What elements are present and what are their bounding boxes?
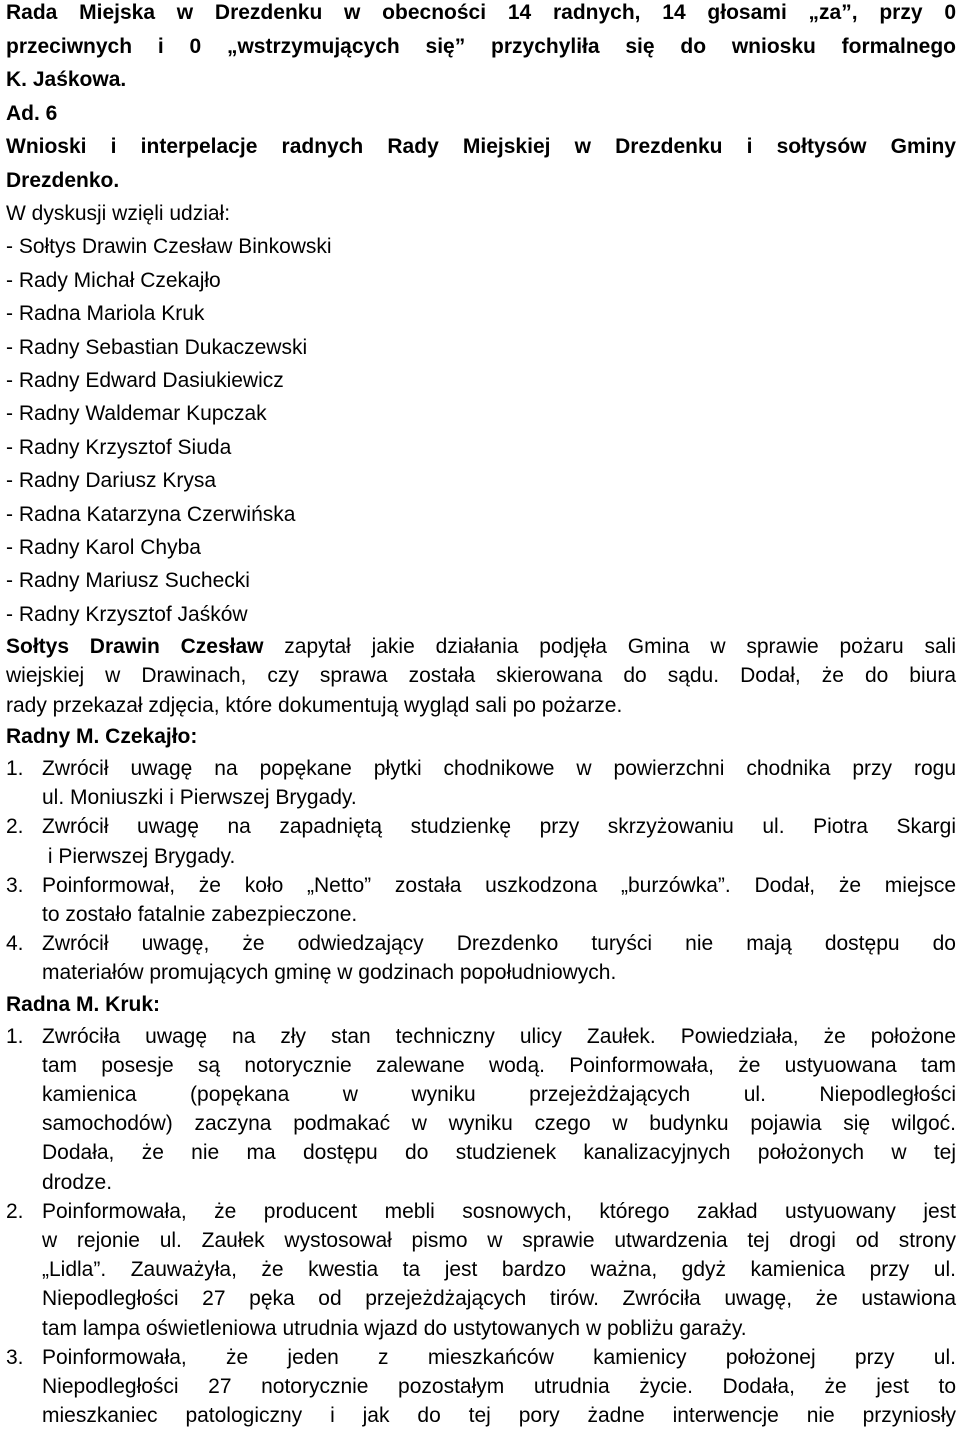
participant-item: - Radny Dariusz Krysa bbox=[6, 469, 217, 493]
participants-block bbox=[6, 197, 956, 631]
kruk-list bbox=[6, 1022, 956, 1431]
list-item-line: w rejonie ul. Zaułek wystosował pismo w sprawie utwardzenia tej drogi od strony bbox=[42, 1228, 956, 1252]
list-item-text bbox=[42, 1197, 956, 1343]
list-item-line: mieszkaniec patologiczny i jak do tej pory żadne interwencje nie przyniosły bbox=[42, 1404, 956, 1428]
header-block bbox=[6, 0, 956, 197]
list-item bbox=[6, 871, 956, 929]
soltys-paragraph bbox=[6, 632, 956, 720]
soltys-line-1 bbox=[6, 632, 956, 661]
list-item-line: ul. Moniuszki i Pierwszej Brygady. bbox=[42, 786, 357, 810]
list-item-line: Poinformowała, że jeden z mieszkańców kamienicy położonej przy ul. bbox=[42, 1345, 956, 1369]
section-title-line-2: Drezdenko. bbox=[6, 168, 120, 192]
list-item-line: to zostało fatalnie zabezpieczone. bbox=[42, 902, 358, 926]
list-item-text bbox=[42, 754, 956, 812]
list-item-line: kamienica (popękana w wyniku przejeżdżających ul. Niepodległości bbox=[42, 1082, 956, 1106]
list-item-number: 2. bbox=[6, 1199, 24, 1223]
soltys-line-2: wiejskiej w Drawinach, czy sprawa została skierowana do sądu. Dodał, że do biura bbox=[6, 664, 956, 688]
participant-item: - Radna Mariola Kruk bbox=[6, 302, 205, 326]
resolution-line-1: Rada Miejska w Drezdenku w obecności 14 radnych, 14 głosami „za”, przy 0 bbox=[6, 1, 956, 24]
speaker-heading-kruk: Radna M. Kruk: bbox=[6, 992, 161, 1016]
list-item-line: Zwrócił uwagę na popękane płytki chodnikowe w powierzchni chodnika przy rogu bbox=[42, 756, 956, 780]
list-item-number: 3. bbox=[6, 873, 24, 897]
participant-item: - Radny Krzysztof Jaśków bbox=[6, 602, 248, 626]
list-item-line: Poinformował, że koło „Netto” została uszkodzona „burzówka”. Dodał, że miejsce bbox=[42, 873, 956, 897]
list-item bbox=[6, 754, 956, 812]
list-item-line: Niepodległości 27 notorycznie pozostałym utrudnia życie. Dodała, że jest to bbox=[42, 1374, 956, 1398]
list-item-text bbox=[42, 1022, 956, 1197]
list-item-line: tam lampa oświetleniowa utrudnia wjazd do ustytowanych w pobliżu garaży. bbox=[42, 1316, 747, 1340]
list-item-text bbox=[42, 1343, 956, 1431]
participant-item: - Radny Karol Chyba bbox=[6, 536, 201, 560]
section-number: Ad. 6 bbox=[6, 101, 58, 125]
participant-item: - Radny Mariusz Suchecki bbox=[6, 569, 250, 593]
list-item-line: tam posesje są notorycznie zalewane wodą. Poinformowała, że ustyuowana tam bbox=[42, 1053, 956, 1077]
list-item-line: „Lidla”. Zauważyła, że kwestia ta jest bardzo ważna, gdyż kamienica przy ul. bbox=[42, 1258, 956, 1282]
document-page bbox=[6, 0, 956, 1430]
list-item-line: Zwrócił uwagę na zapadniętą studzienkę przy skrzyżowaniu ul. Piotra Skargi bbox=[42, 815, 956, 839]
list-item-line: Zwrócił uwagę, że odwiedzający Drezdenko turyści nie mają dostępu do bbox=[42, 932, 956, 956]
list-item-line: drodze. bbox=[42, 1170, 113, 1194]
list-item-line: materiałów promujących gminę w godzinach popołudniowych. bbox=[42, 961, 617, 985]
list-item-line: Niepodległości 27 pęka od przejeżdżających tirów. Zwróciła uwagę, że ustawiona bbox=[42, 1287, 956, 1311]
list-item-number: 1. bbox=[6, 756, 24, 780]
participant-item: - Radna Katarzyna Czerwińska bbox=[6, 502, 296, 526]
participant-item: - Radny Waldemar Kupczak bbox=[6, 402, 267, 426]
resolution-line-2: przeciwnych i 0 „wstrzymujących się” przychyliła się do wniosku formalnego bbox=[6, 34, 956, 58]
participant-item: - Radny Sebastian Dukaczewski bbox=[6, 335, 308, 359]
soltys-line-1-text: zapytał jakie działania podjęła Gmina w sprawie pożaru sali bbox=[263, 635, 956, 659]
participant-item: - Rady Michał Czekajło bbox=[6, 268, 221, 292]
list-item-text bbox=[42, 871, 956, 929]
list-item bbox=[6, 1022, 956, 1197]
list-item-line: Dodała, że nie ma dostępu do studzienek kanalizacyjnych położonych w tej bbox=[42, 1141, 956, 1165]
list-item bbox=[6, 812, 956, 870]
czekajlo-list bbox=[6, 754, 956, 988]
soltys-speaker: Sołtys Drawin Czesław bbox=[6, 635, 264, 659]
list-item bbox=[6, 1343, 956, 1431]
section-title-line-1: Wnioski i interpelacje radnych Rady Miejskiej w Drezdenku i sołtysów Gminy bbox=[6, 135, 956, 158]
list-item-line: i Pierwszej Brygady. bbox=[42, 844, 236, 868]
list-item-text bbox=[42, 929, 956, 987]
participant-item: - Radny Krzysztof Siuda bbox=[6, 435, 232, 459]
speaker-heading-czekajlo: Radny M. Czekajło: bbox=[6, 724, 198, 748]
discussion-intro: W dyskusji wzięli udział: bbox=[6, 202, 231, 225]
participant-item: - Sołtys Drawin Czesław Binkowski bbox=[6, 235, 332, 259]
list-item-number: 3. bbox=[6, 1345, 24, 1369]
list-item-line: Zwróciła uwagę na zły stan techniczny ulicy Zaułek. Powiedziała, że położone bbox=[42, 1024, 956, 1048]
list-item-number: 4. bbox=[6, 932, 24, 956]
list-item-number: 2. bbox=[6, 815, 24, 839]
list-item bbox=[6, 929, 956, 987]
list-item-number: 1. bbox=[6, 1024, 24, 1048]
list-item bbox=[6, 1197, 956, 1343]
list-item-line: samochodów) zaczyna podmakać w wyniku czego w budynku pojawia się wilgoć. bbox=[42, 1112, 956, 1136]
participant-item: - Radny Edward Dasiukiewicz bbox=[6, 369, 284, 393]
list-item-line: Poinformowała, że producent mebli sosnowych, którego zakład ustyuowany jest bbox=[42, 1199, 956, 1223]
list-item-text bbox=[42, 812, 956, 870]
resolution-line-3: K. Jaśkowa. bbox=[6, 68, 127, 91]
soltys-line-3: rady przekazał zdjęcia, które dokumentują wygląd sali po pożarze. bbox=[6, 693, 623, 717]
